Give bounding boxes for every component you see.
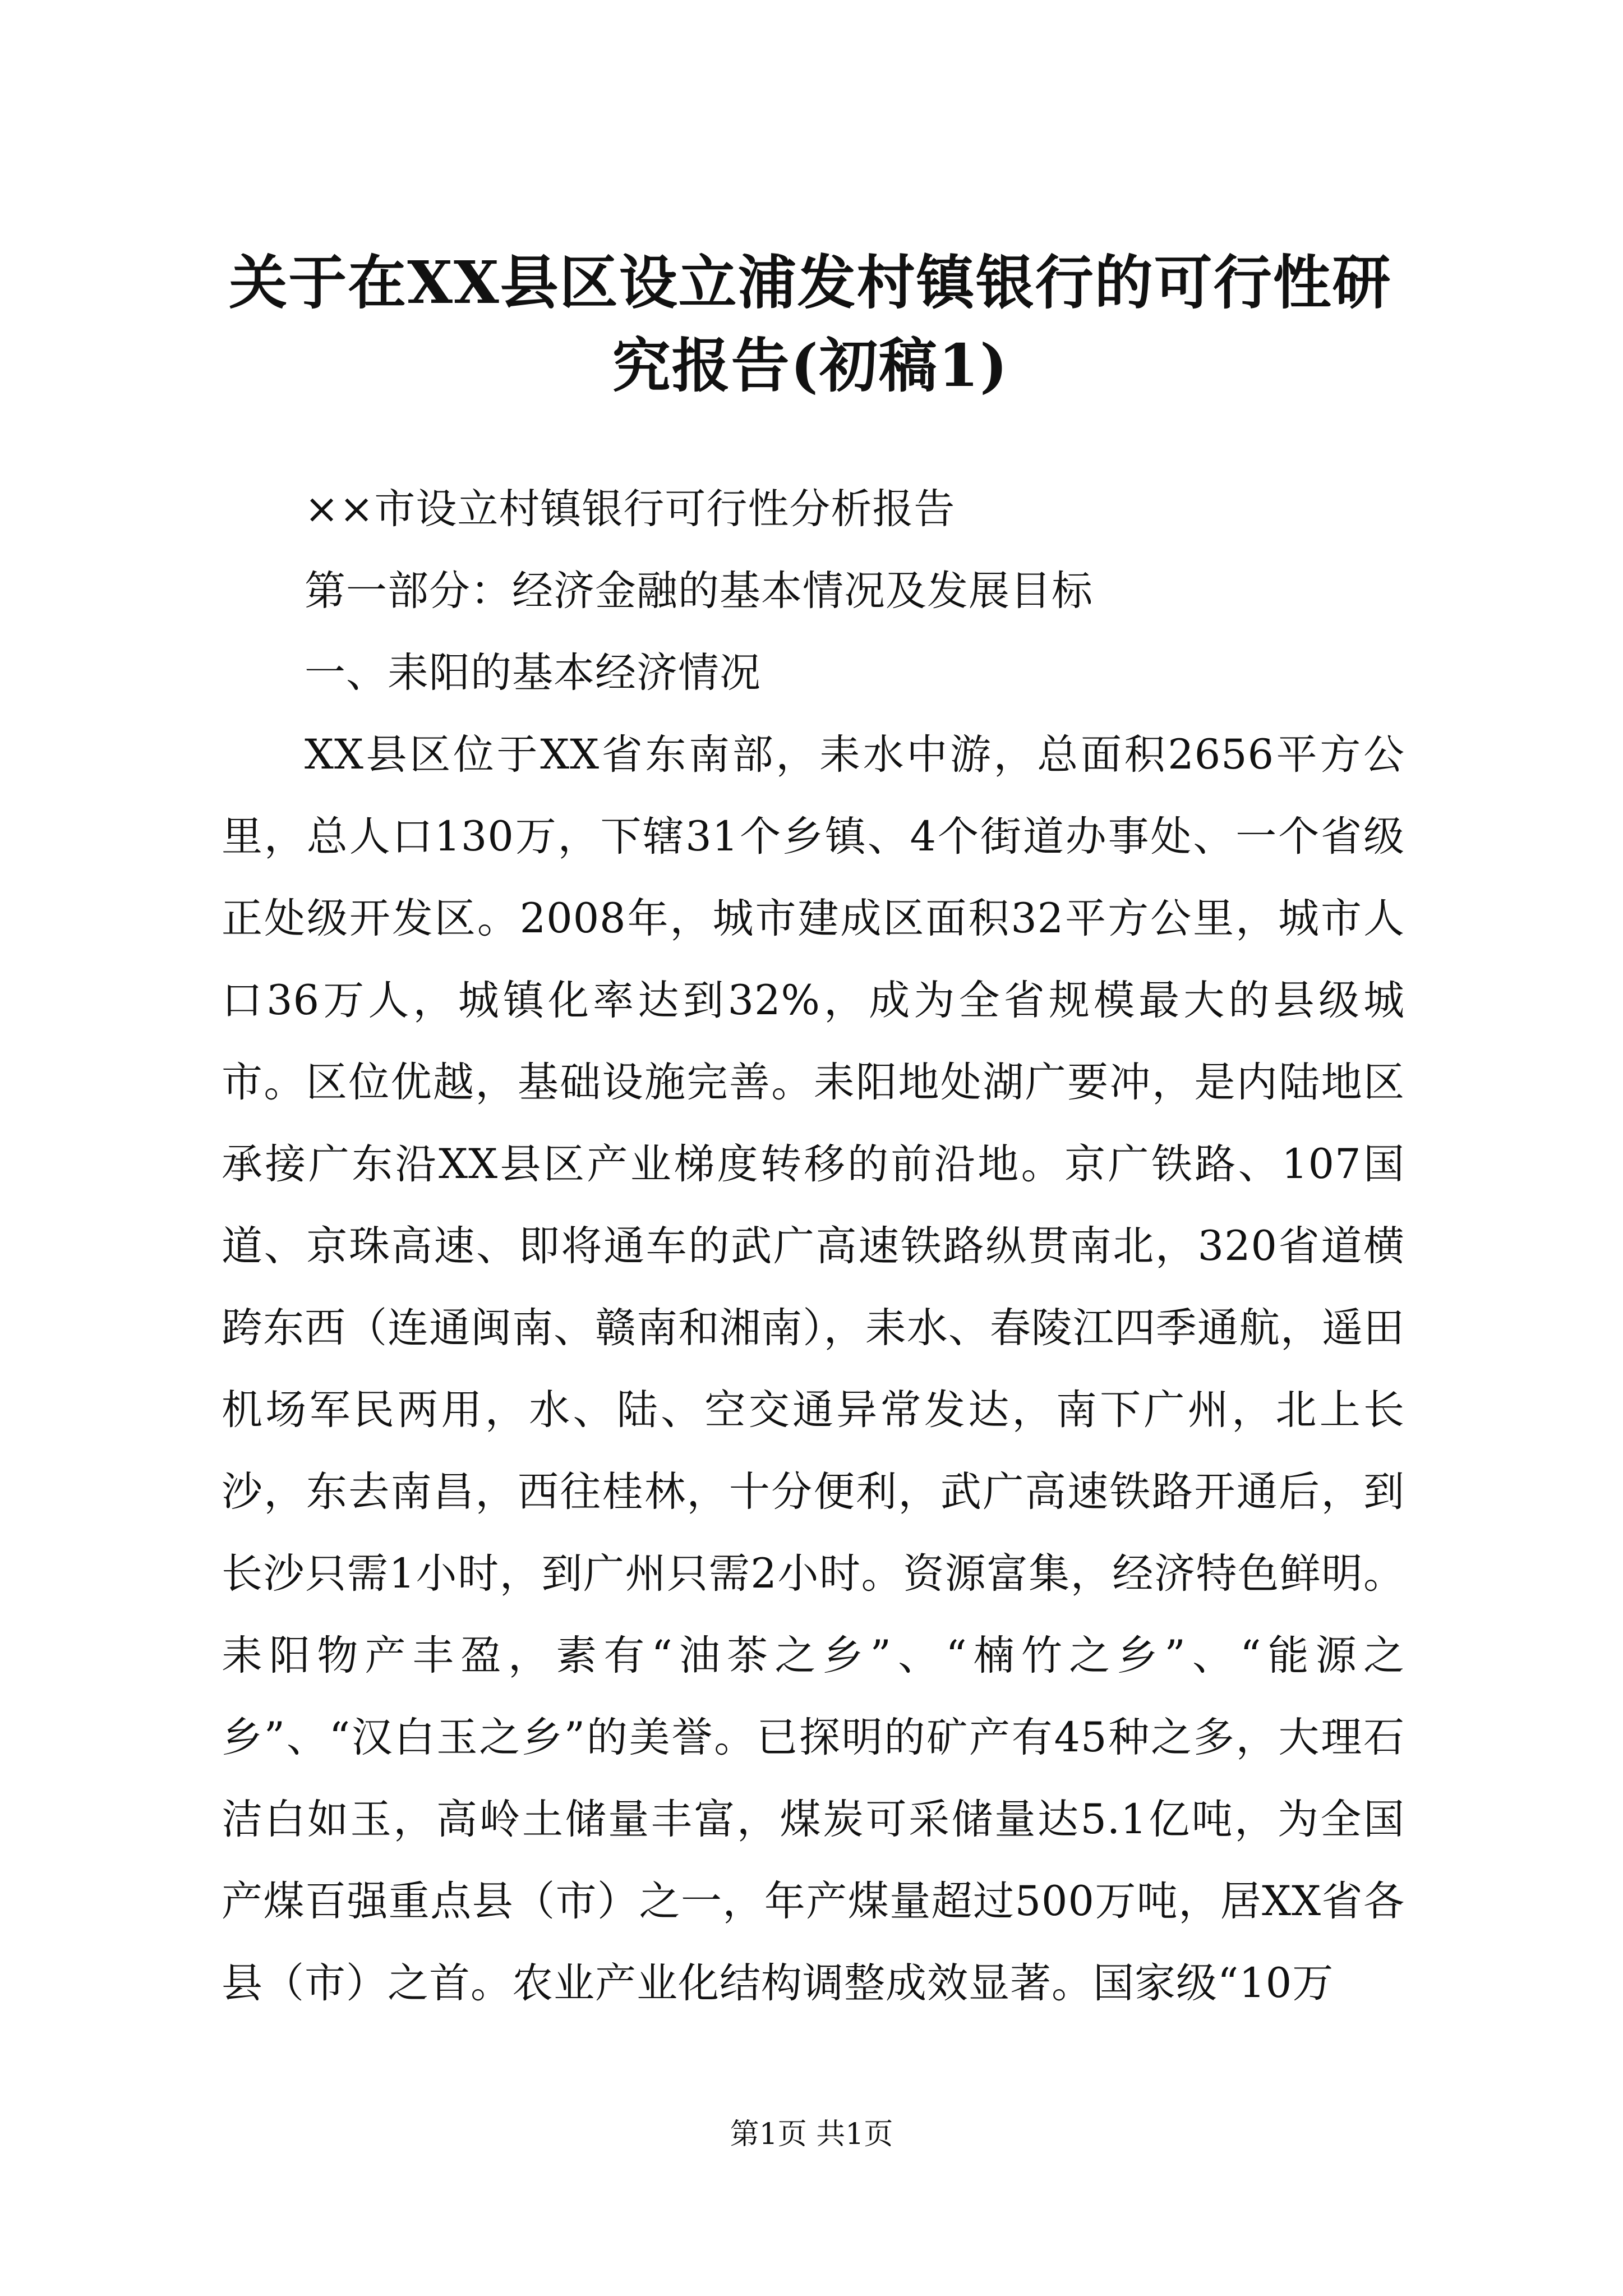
document-title <box>219 241 1402 407</box>
body-paragraph: XX县区位于XX省东南部，耒水中游，总面积2656平方公里，总人口130万，下辖31个乡镇、4个街道办事处、一个省级正处级开发区。2008年，城市建成区面积32平方公里，城市人口36万人，城镇化率达到32%，成为全省规模最大的县级城市。区位优越，基础设施完善。耒阳地处湖广要冲，是内陆地区承接广东沿XX县区产业梯度转移的前沿地。京广铁路、107国道、京珠高速、即将通车的武广高速铁路纵贯南北，320省道横跨东西（连通闽南、赣南和湘南），耒水、春陵江四季通航，遥田机场军民两用，水、陆、空交通异常发达，南下广州，北上长沙，东去南昌，西往桂林，十分便利，武广高速铁路开通后，到长沙只需1小时，到广州只需2小时。资源富集，经济特色鲜明。耒阳物产丰盈，素有“油茶之乡”、“楠竹之乡”、“能源之乡”、“汉白玉之乡”的美誉。已探明的矿产有45种之多，大理石洁白如玉，高岭土储量丰富，煤炭可采储量达5.1亿吨，为全国产煤百强重点县（市）之一，年产煤量超过500万吨，居XX省各县（市）之首。农业产业化结构调整成效显著。国家级“10万 <box>222 731 1405 2007</box>
subsection-heading: 一、耒阳的基本经济情况 <box>305 649 761 697</box>
title-line-1: 关于在XX县区设立浦发村镇银行的可行性研 <box>229 248 1392 317</box>
subtitle-paragraph: ××市设立村镇银行可行性分析报告 <box>305 485 956 533</box>
title-line-2: 究报告(初稿1) <box>612 331 1009 400</box>
section-heading: 第一部分：经济金融的基本情况及发展目标 <box>305 567 1093 615</box>
document-body <box>222 468 1405 2024</box>
page-footer: 第1页 共1页 <box>730 2118 893 2151</box>
